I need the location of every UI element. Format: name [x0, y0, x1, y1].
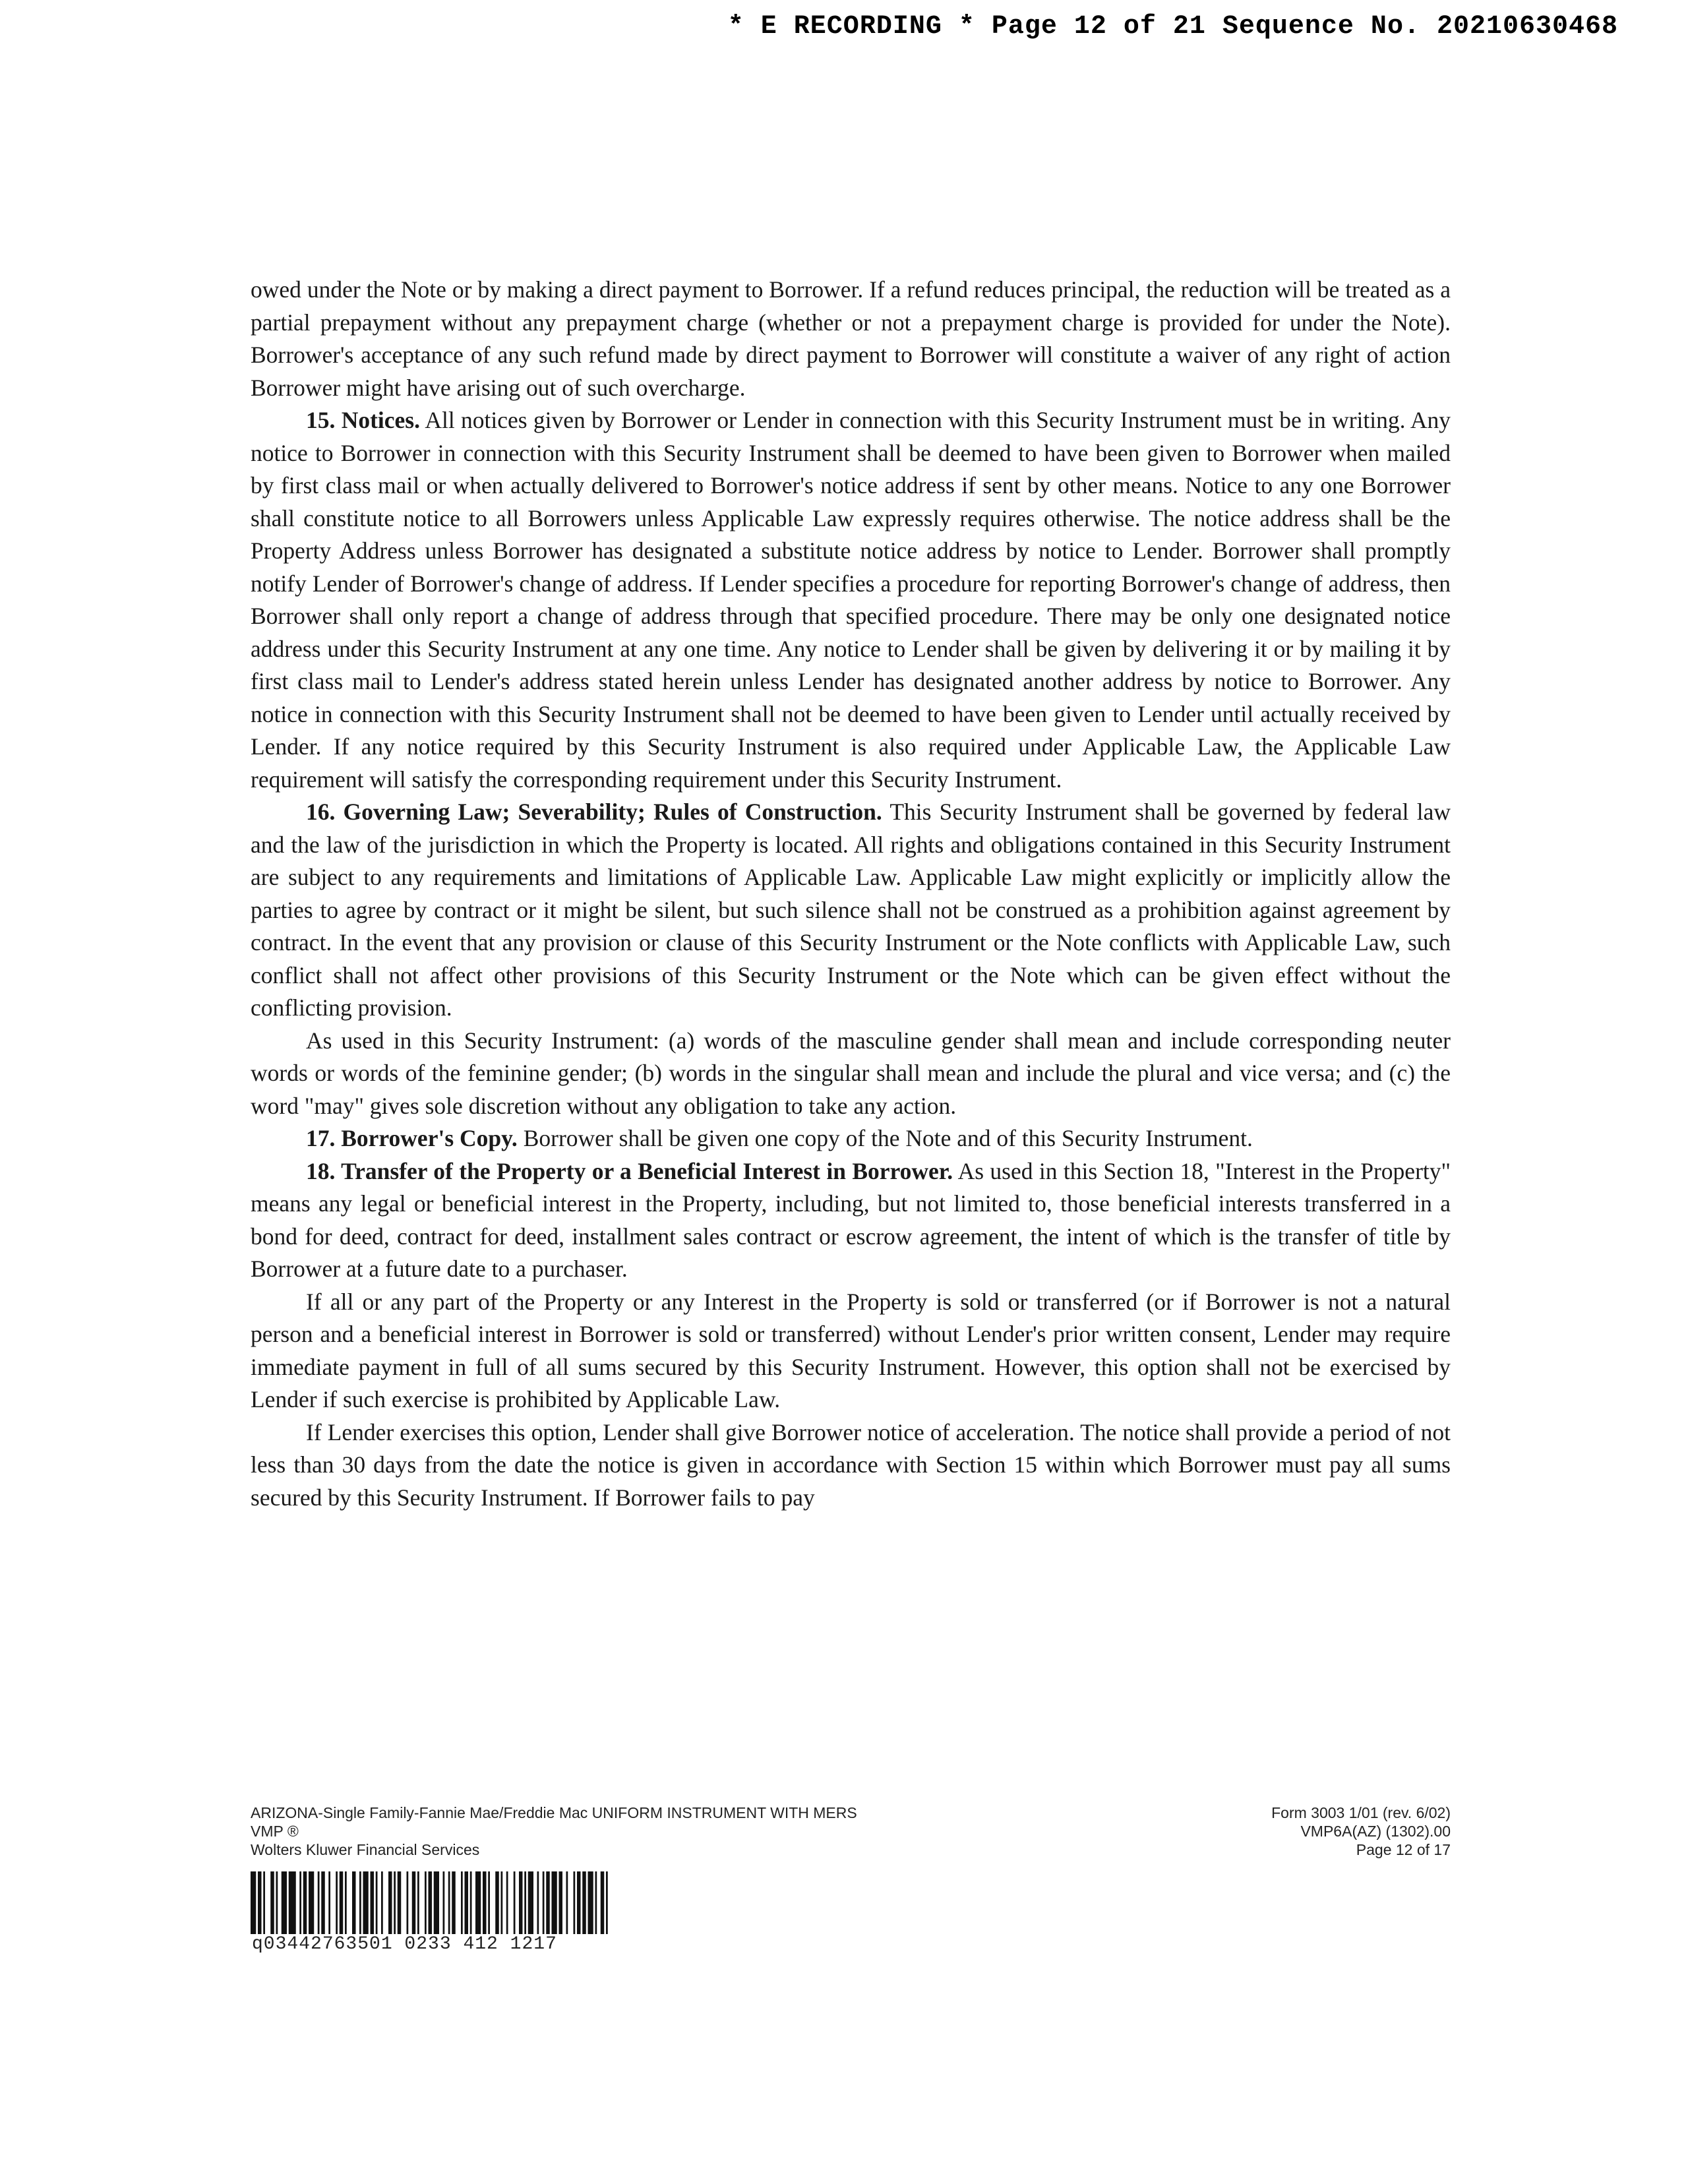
- barcode-bar: [263, 1871, 265, 1934]
- section-15-heading: 15. Notices.: [306, 407, 420, 433]
- barcode-bar: [336, 1871, 338, 1934]
- barcode-bar: [352, 1871, 356, 1934]
- barcode-bar: [452, 1871, 456, 1934]
- form-footer-right: [1271, 1804, 1451, 1859]
- section-16-text: This Security Instrument shall be governed by federal law and the law of the jurisdiction in which the Property is located. All rights and obligations contained in this Security Instrument are subject to any requirements and limitations of Applicable Law. Applicable Law might explicitly or implicitly allow the parties to agree by contract or it might be silent, but such silence shall not be construed as a prohibition against agreement by contract. In the event that any provision or clause of this Security Instrument or the Note conflicts with Applicable Law, such conflict shall not affect other provisions of this Security Instrument or the Note which can be given effect without the conflicting provision.: [251, 799, 1451, 1021]
- section-15: [251, 404, 1451, 796]
- barcode-bar: [328, 1871, 330, 1934]
- barcode-bar: [376, 1871, 378, 1934]
- barcode-bar: [425, 1871, 427, 1934]
- barcode-bar: [345, 1871, 347, 1934]
- section-15-text: All notices given by Borrower or Lender in connection with this Security Instrument must be in writing. Any notice to Borrower in connection with this Security Instrument shall be deemed to have been given to Borrower when mailed by first class mail or when actually delivered to Borrower's notice address if sent by other means. Notice to any one Borrower shall constitute notice to all Borrowers unless Applicable Law expressly requires otherwise. The notice address shall be the Property Address unless Borrower has designated a substitute notice address by notice to Lender. Borrower shall promptly notify Lender of Borrower's change of address. If Lender specifies a procedure for reporting Borrower's change of address, then Borrower shall only report a change of address through that specified procedure. There may be only one designated notice address under this Security Instrument at any one time. Any notice to Lender shall be given by delivering it or by mailing it by first class mail to Lender's address stated herein unless Lender has designated another address by notice to Borrower. Any notice in connection with this Security Instrument shall not be deemed to have been given to Lender until actually received by Lender. If any notice required by this Security Instrument is also required under Applicable Law, the Applicable Law requirement will satisfy the corresponding requirement under this Security Instrument.: [251, 407, 1451, 793]
- barcode: [251, 1871, 725, 1934]
- barcode-bar: [359, 1871, 361, 1934]
- barcode-bar: [388, 1871, 392, 1934]
- barcode-bar: [289, 1871, 296, 1934]
- barcode-bar: [506, 1871, 508, 1934]
- section-18: [251, 1155, 1451, 1286]
- barcode-bar: [251, 1871, 256, 1934]
- section-16-heading: 16. Governing Law; Severability; Rules of Construction.: [306, 799, 882, 825]
- section-17: [251, 1122, 1451, 1155]
- barcode-bar: [429, 1871, 433, 1934]
- publisher: Wolters Kluwer Financial Services: [251, 1841, 480, 1858]
- paragraph-continuation: owed under the Note or by making a direct payment to Borrower. If a refund reduces principal, the reduction will be treated as a partial prepayment without any prepayment charge (whether or not a prepayment charge is provided for under the Note). Borrower's acceptance of any such refund made by direct payment to Borrower will constitute a waiver of any right of action Borrower might have arising out of such overcharge.: [251, 276, 1451, 401]
- vmp-mark: VMP ®: [251, 1823, 299, 1840]
- barcode-bar: [595, 1871, 597, 1934]
- barcode-bar: [303, 1871, 307, 1934]
- barcode-bar: [559, 1871, 563, 1934]
- barcode-bar: [582, 1871, 586, 1934]
- barcode-bar: [321, 1871, 325, 1934]
- section-16: [251, 796, 1451, 1025]
- barcode-bar: [448, 1871, 450, 1934]
- barcode-bar: [371, 1871, 375, 1934]
- barcode-bar: [488, 1871, 490, 1934]
- barcode-bar: [537, 1871, 539, 1934]
- barcode-bar: [318, 1871, 320, 1934]
- barcode-bar: [434, 1871, 439, 1934]
- barcode-bar: [528, 1871, 533, 1934]
- barcode-bar: [501, 1871, 503, 1934]
- barcode-bar: [495, 1871, 499, 1934]
- barcode-bar: [398, 1871, 402, 1934]
- form-title: ARIZONA-Single Family-Fannie Mae/Freddie Mac UNIFORM INSTRUMENT WITH MERS: [251, 1804, 857, 1821]
- recording-header: * E RECORDING * Page 12 of 21 Sequence No. 20210630468: [727, 12, 1618, 42]
- barcode-bar: [461, 1871, 463, 1934]
- form-footer-left: [251, 1804, 857, 1859]
- barcode-bar: [340, 1871, 344, 1934]
- form-code: VMP6A(AZ) (1302).00: [1300, 1823, 1451, 1840]
- barcode-bar: [577, 1871, 581, 1934]
- document-body: [251, 274, 1451, 1514]
- barcode-bar: [552, 1871, 557, 1934]
- barcode-bar: [412, 1871, 416, 1934]
- barcode-bar: [588, 1871, 593, 1934]
- section-16-paragraph-2: As used in this Security Instrument: (a) words of the masculine gender shall mean and include corresponding neuter words or words of the feminine gender; (b) words in the singular shall mean and include the plural and vice versa; and (c) the word "may" gives sole discretion without any obligation to take any action.: [251, 1027, 1451, 1119]
- barcode-bar: [276, 1871, 278, 1934]
- barcode-bar: [524, 1871, 526, 1934]
- barcode-number: q03442763501 0233 412 1217: [252, 1934, 557, 1955]
- page-number: Page 12 of 17: [1356, 1841, 1451, 1858]
- barcode-bar: [270, 1871, 274, 1934]
- form-number: Form 3003 1/01 (rev. 6/02): [1271, 1804, 1451, 1821]
- barcode-bar: [475, 1871, 481, 1934]
- barcode-bar: [601, 1871, 605, 1934]
- barcode-bar: [546, 1871, 550, 1934]
- barcode-bar: [381, 1871, 383, 1934]
- barcode-bar: [514, 1871, 516, 1934]
- section-18-heading: 18. Transfer of the Property or a Beneficial Interest in Borrower.: [306, 1157, 953, 1184]
- barcode-bar: [394, 1871, 396, 1934]
- barcode-bar: [574, 1871, 576, 1934]
- section-17-heading: 17. Borrower's Copy.: [306, 1125, 518, 1151]
- barcode-bar: [258, 1871, 262, 1934]
- barcode-bar: [407, 1871, 409, 1934]
- section-18-paragraph-3: If Lender exercises this option, Lender shall give Borrower notice of acceleration. The notice shall provide a period of not less than 30 days from the date the notice is given in accordance with Section 15 within which Borrower must pay all sums secured by this Security Instrument. If Borrower fails to pay: [251, 1418, 1451, 1511]
- barcode-bar: [443, 1871, 445, 1934]
- barcode-bar: [465, 1871, 469, 1934]
- barcode-bar: [363, 1871, 369, 1934]
- section-18-text: As used in this Section 18, "Interest in the Property" means any legal or beneficial interest in the Property, including, but not limited to, those beneficial interests transferred in a bond for deed, contract for deed, installment sales contract or escrow agreement, the intent of which is the transfer of title by Borrower at a future date to a purchaser.: [251, 1157, 1451, 1282]
- barcode-bar: [309, 1871, 314, 1934]
- barcode-bar: [470, 1871, 472, 1934]
- barcode-bar: [606, 1871, 608, 1934]
- barcode-bar: [519, 1871, 523, 1934]
- barcode-bar: [566, 1871, 568, 1934]
- barcode-bar: [417, 1871, 419, 1934]
- barcode-bar: [282, 1871, 287, 1934]
- barcode-bar: [543, 1871, 545, 1934]
- section-18-paragraph-2: If all or any part of the Property or any Interest in the Property is sold or transferred (or if Borrower is not a natural person and a beneficial interest in Borrower is sold or transferred) without Lender's prior written consent, Lender may require immediate payment in full of all sums secured by this Security Instrument. However, this option shall not be exercised by Lender if such exercise is prohibited by Applicable Law.: [251, 1288, 1451, 1412]
- barcode-bar: [299, 1871, 301, 1934]
- barcode-bar: [483, 1871, 487, 1934]
- section-17-text: Borrower shall be given one copy of the Note and of this Security Instrument.: [517, 1125, 1253, 1151]
